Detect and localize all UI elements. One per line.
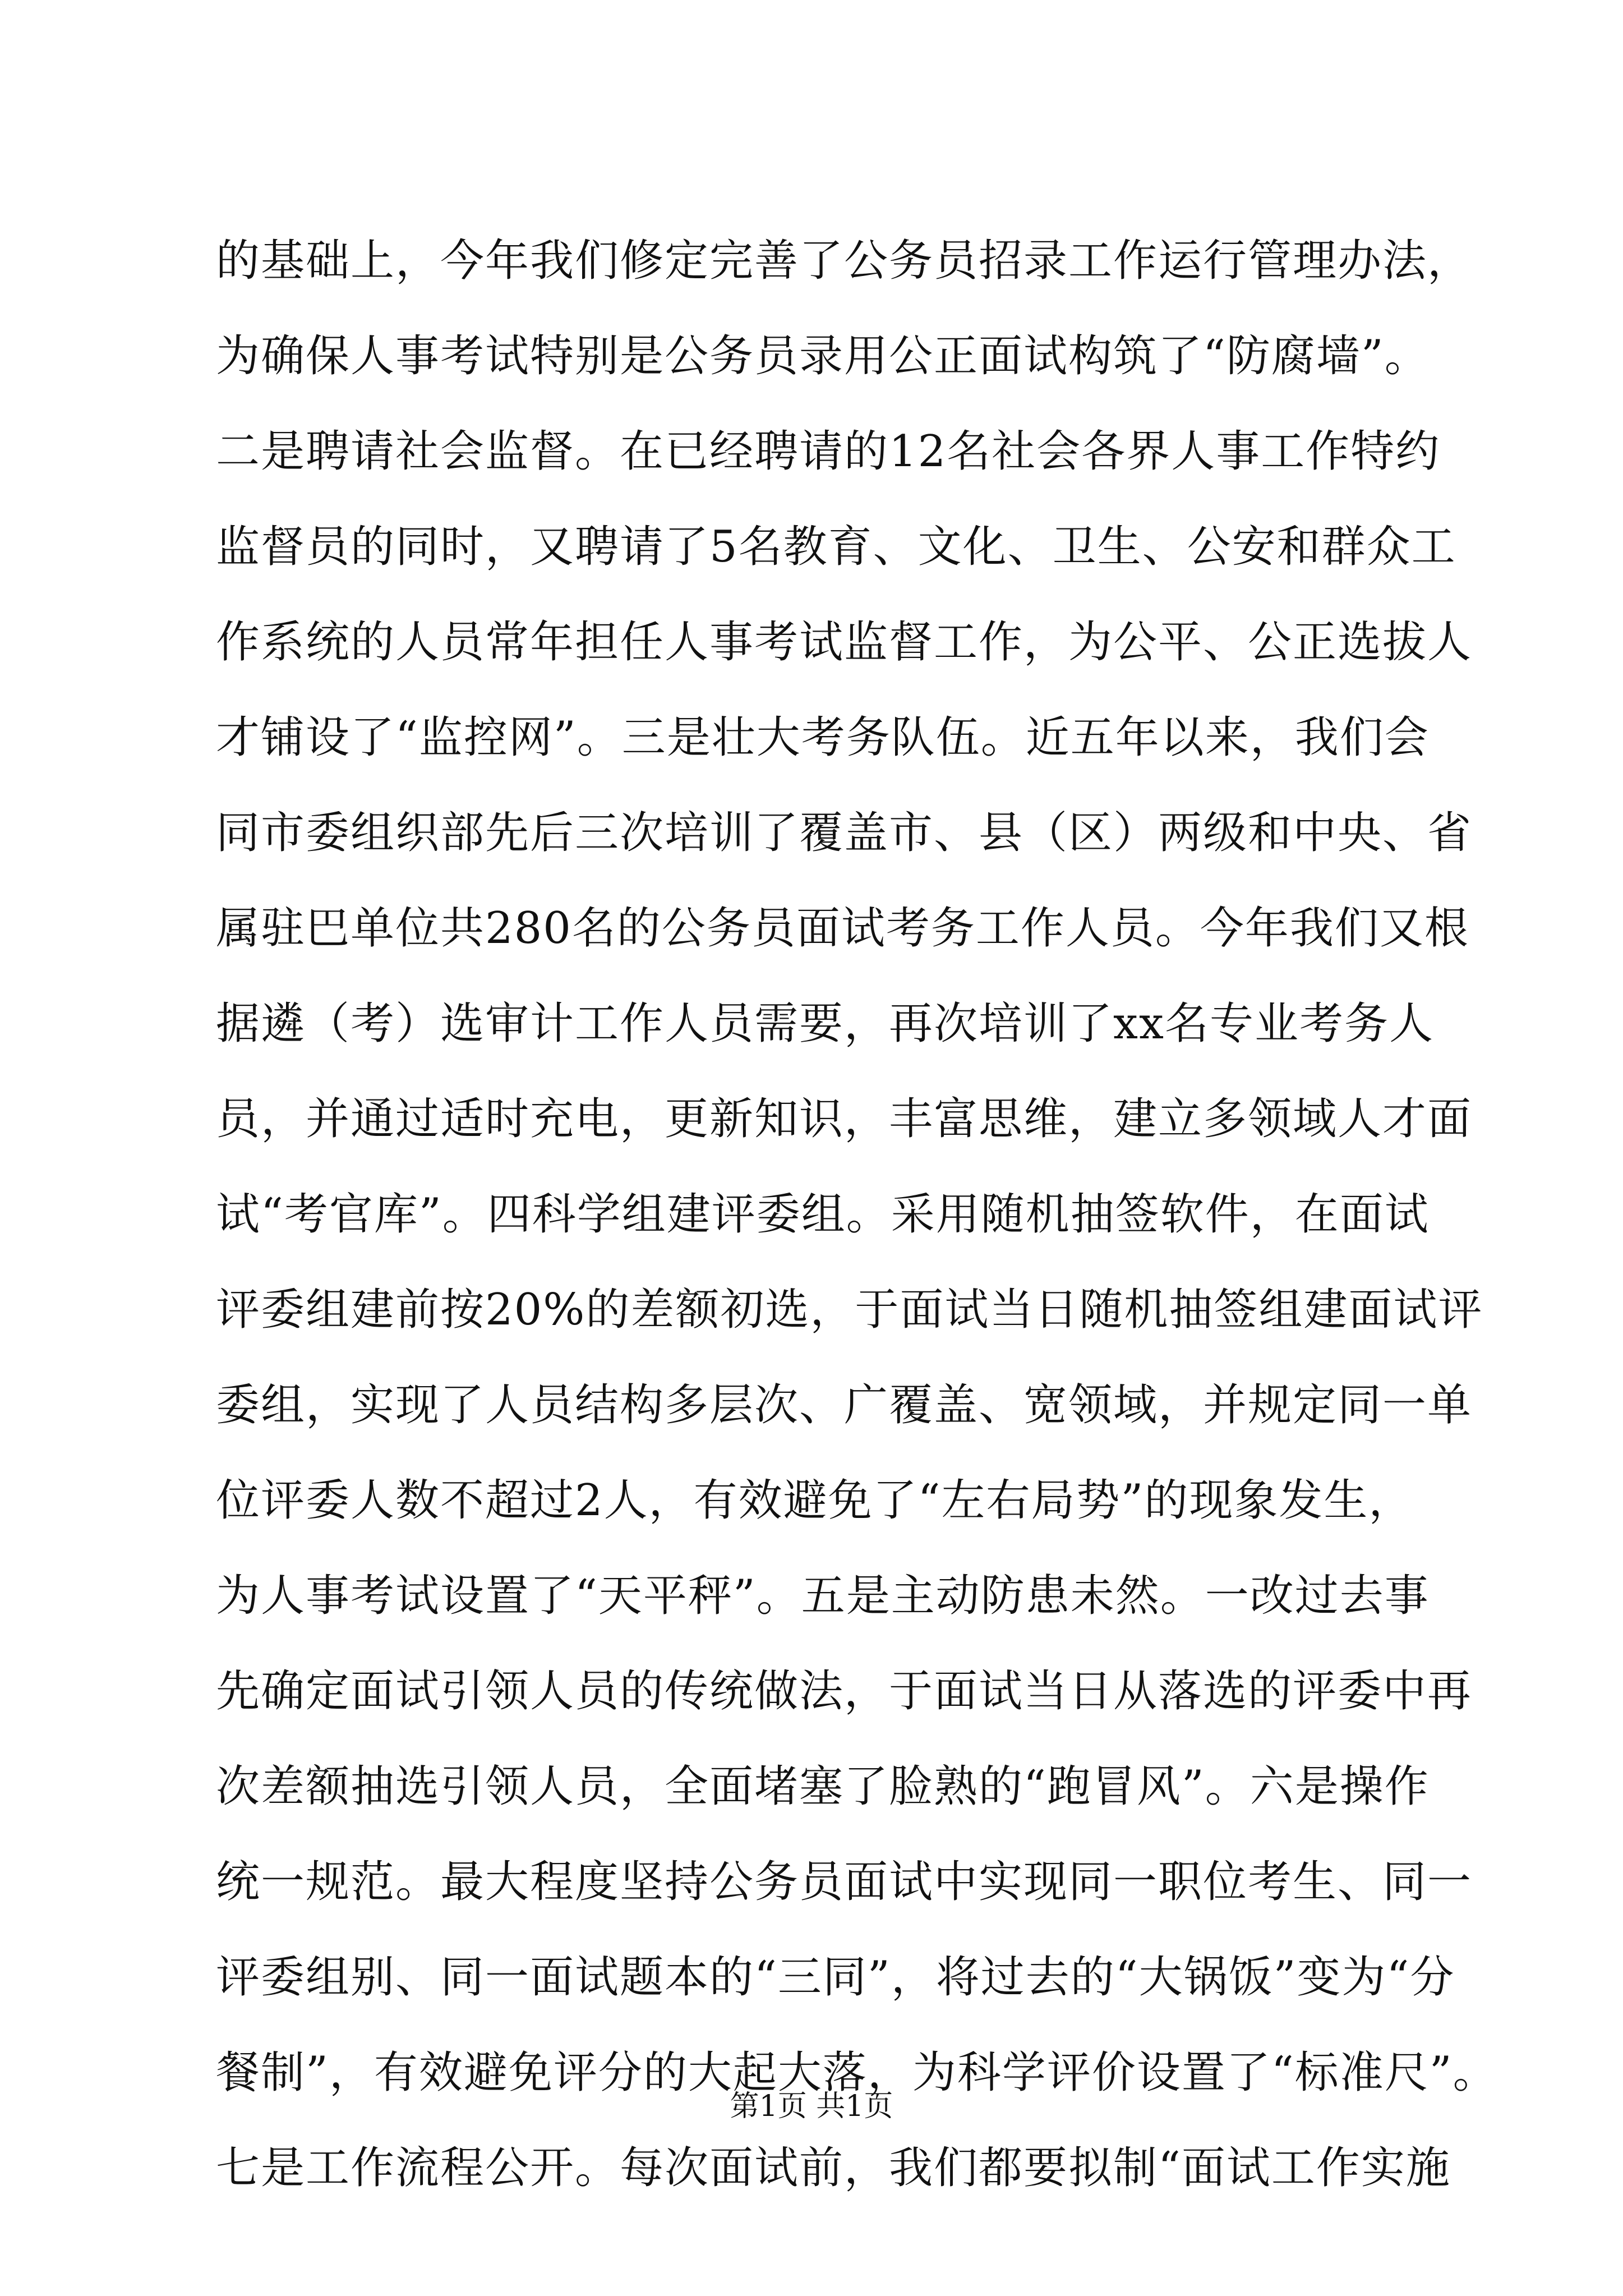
text-line: 监督员的同时，又聘请了5名教育、文化、卫生、公安和群众工 — [216, 522, 1456, 572]
text-line: 七是工作流程公开。每次面试前，我们都要拟制“面试工作实施 — [216, 2143, 1451, 2193]
text-line: 委组，实现了人员结构多层次、广覆盖、宽领域，并规定同一单 — [216, 1380, 1473, 1430]
text-line: 试“考官库”。四科学组建评委组。采用随机抽签软件，在面试 — [216, 1189, 1430, 1240]
text-line: 为确保人事考试特别是公务员录用公正面试构筑了“防腐墙”。 — [216, 331, 1430, 381]
text-line: 的基础上，今年我们修定完善了公务员招录工作运行管理办法， — [216, 236, 1473, 286]
text-line: 评委组建前按20%的差额初选，于面试当日随机抽签组建面试评 — [216, 1285, 1483, 1335]
text-line: 据遴（考）选审计工作人员需要，再次培训了xx名专业考务人 — [216, 999, 1434, 1049]
text-line: 统一规范。最大程度坚持公务员面试中实现同一职位考生、同一 — [216, 1857, 1473, 1907]
text-line: 评委组别、同一面试题本的“三同”，将过去的“大锅饭”变为“分 — [216, 1952, 1455, 2003]
document-body — [216, 213, 1498, 2216]
text-line: 员，并通过适时充电，更新知识，丰富思维，建立多领域人才面 — [216, 1094, 1473, 1144]
text-line: 才铺设了“监控网”。三是壮大考务队伍。近五年以来，我们会 — [216, 712, 1430, 763]
text-line: 二是聘请社会监督。在已经聘请的12名社会各界人事工作特约 — [216, 426, 1441, 477]
text-line: 餐制”，有效避免评分的大起大落，为科学评价设置了“标准尺”。 — [216, 2047, 1498, 2098]
text-line: 属驻巴单位共280名的公务员面试考务工作人员。今年我们又根 — [216, 903, 1469, 954]
text-line: 为人事考试设置了“天平秤”。五是主动防患未然。一改过去事 — [216, 1571, 1430, 1621]
text-line: 先确定面试引领人员的传统做法，于面试当日从落选的评委中再 — [216, 1666, 1473, 1717]
page-number-footer: 第1页 共1页 — [730, 2090, 893, 2123]
text-line: 位评委人数不超过2人，有效避免了“左右局势”的现象发生， — [216, 1475, 1414, 1526]
text-line: 作系统的人员常年担任人事考试监督工作，为公平、公正选拔人 — [216, 617, 1473, 668]
text-line: 同市委组织部先后三次培训了覆盖市、县（区）两级和中央、省 — [216, 808, 1473, 858]
text-line: 次差额抽选引领人员，全面堵塞了脸熟的“跑冒风”。六是操作 — [216, 1761, 1430, 1812]
